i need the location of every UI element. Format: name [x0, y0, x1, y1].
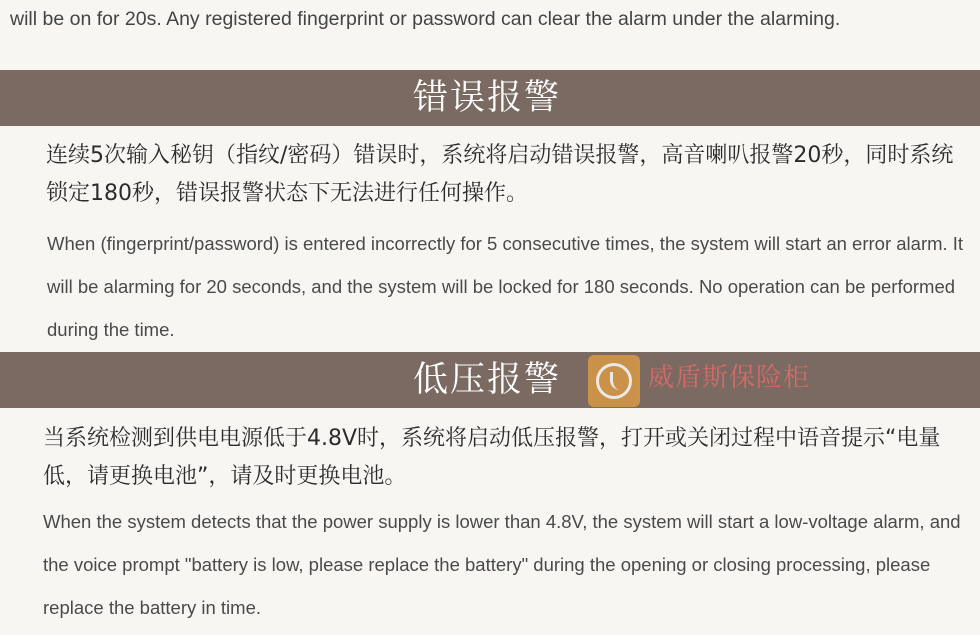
- intro-paragraph: will be on for 20s. Any registered fingerprint or password can clear the alarm under the alarming.: [10, 8, 841, 30]
- error-alarm-english-text: When (fingerprint/password) is entered incorrectly for 5 consecutive times, the system will start an error alarm. It will be alarming for 20 seconds, and the system will be locked for 180 seconds. No operation can be performed during the time.: [47, 233, 964, 340]
- low-voltage-chinese-text: 当系统检测到供电电源低于4.8V时，系统将启动低压报警，打开或关闭过程中语音提示“电量低，请更换电池”，请及时更换电池。: [43, 426, 941, 489]
- section-title: 低压报警: [413, 360, 562, 400]
- watermark-brand-name: 威盾斯保险柜: [648, 363, 811, 393]
- section-title: 错误报警: [413, 78, 562, 118]
- watermark-url: www.weidunsi.cn: [650, 391, 814, 407]
- low-voltage-english-text: When the system detects that the power supply is lower than 4.8V, the system will start a low-voltage alarm, and the voice prompt "battery is low, please replace the battery" during the opening or closing processing, please replace the battery in time.: [43, 511, 961, 618]
- section-header-error-alarm: [0, 70, 980, 126]
- watermark: [588, 355, 868, 415]
- brand-logo-icon: [588, 355, 640, 407]
- error-alarm-chinese-text: 连续5次输入秘钥（指纹/密码）错误时，系统将启动错误报警，高音喇叭报警20秒，同时系统锁定180秒，错误报警状态下无法进行任何操作。: [46, 143, 954, 206]
